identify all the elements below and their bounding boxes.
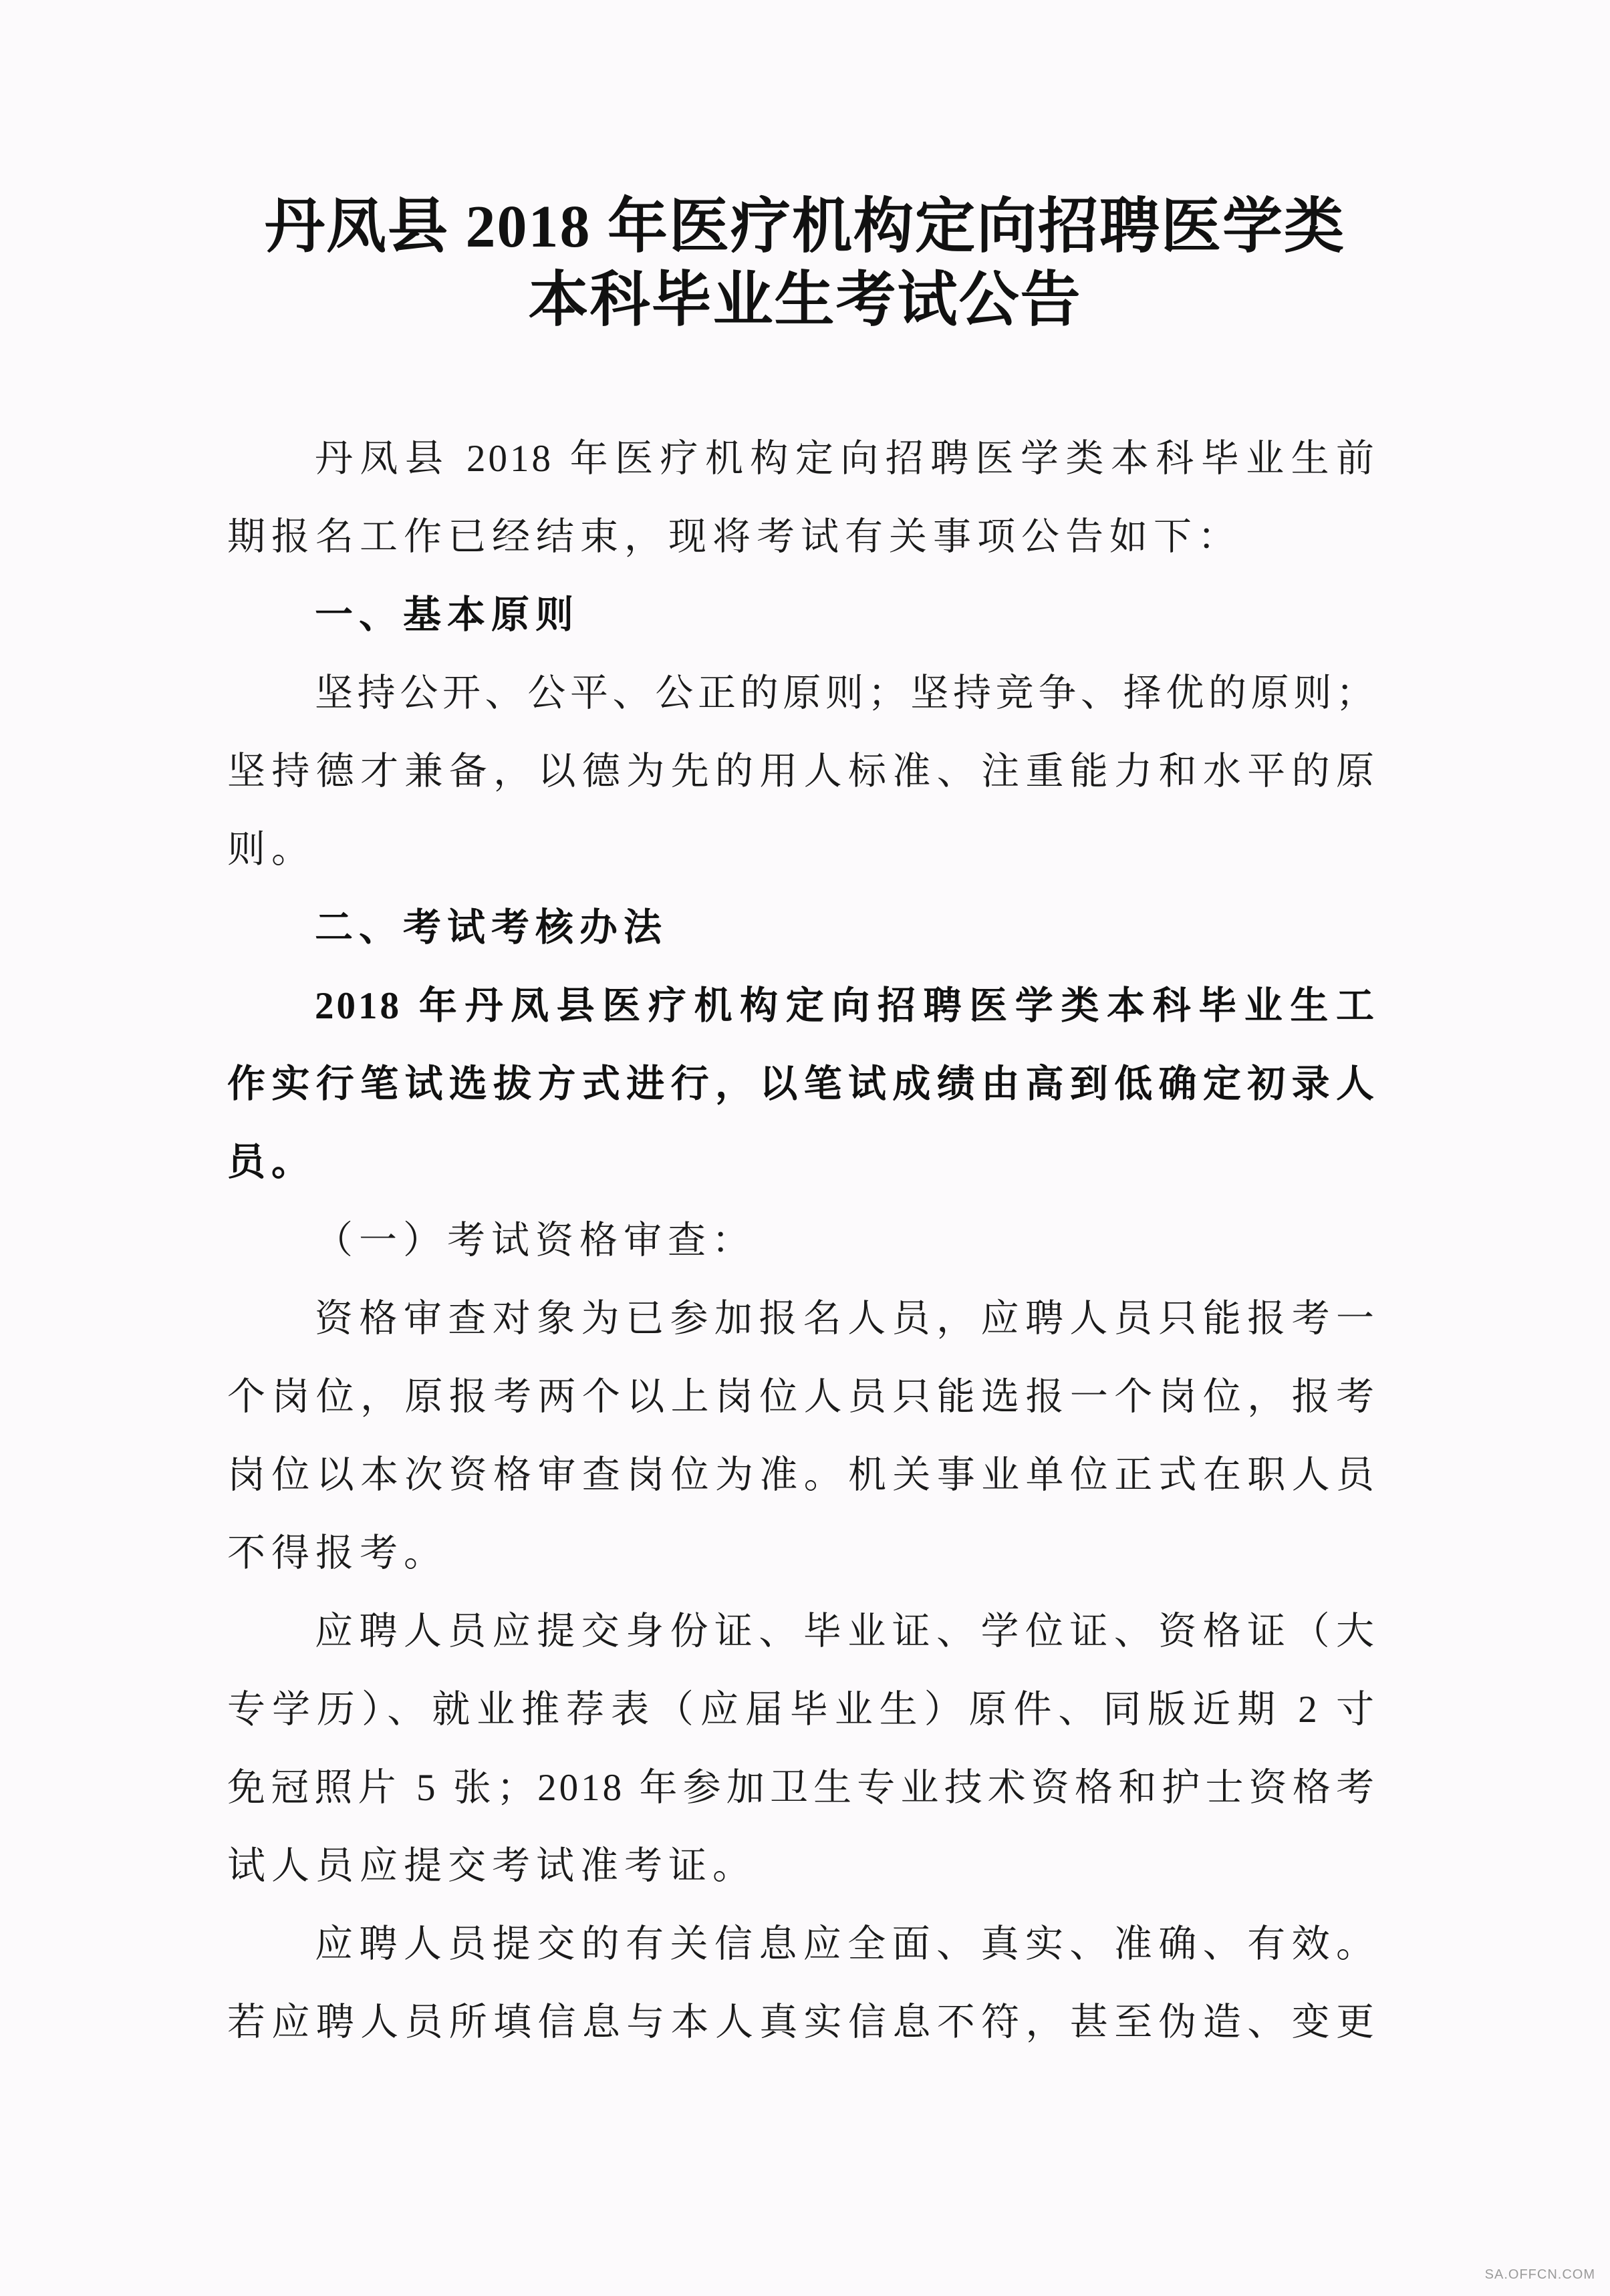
paragraph-line: 资格审查对象为已参加报名人员，应聘人员只能报考一 bbox=[315, 1298, 1377, 1340]
paragraph-line: 不得报考。 bbox=[227, 1532, 448, 1574]
basic-principles-paragraph bbox=[227, 654, 1377, 889]
paragraph-line: 丹凤县 2018 年医疗机构定向招聘医学类本科毕业生前 bbox=[315, 438, 1377, 480]
qualification-paragraph-3 bbox=[227, 1905, 1377, 2061]
section-heading-basic-principles: 一、基本原则 bbox=[315, 594, 579, 636]
exam-methods-paragraph bbox=[227, 967, 1377, 1201]
subsection-heading-qualification-review: （一）考试资格审查： bbox=[315, 1219, 756, 1262]
title-line-1: 丹凤县 2018 年医疗机构定向招聘医学类 bbox=[265, 194, 1345, 260]
paragraph-line: 应聘人员应提交身份证、毕业证、学位证、资格证（大 bbox=[315, 1610, 1377, 1653]
paragraph-line: 坚持德才兼备，以德为先的用人标准、注重能力和水平的原 bbox=[227, 750, 1377, 793]
watermark-text: SA.OFFCN.COM bbox=[1484, 2267, 1595, 2282]
document-title bbox=[0, 190, 1610, 337]
section-heading-exam-methods: 二、考试考核办法 bbox=[315, 907, 668, 949]
paragraph-line: 员。 bbox=[227, 1141, 315, 1183]
paragraph-line: 个岗位，原报考两个以上岗位人员只能选报一个岗位，报考 bbox=[227, 1376, 1377, 1418]
paragraph-line: 免冠照片 5 张；2018 年参加卫生专业技术资格和护士资格考 bbox=[227, 1767, 1377, 1809]
paragraph-line: 坚持公开、公平、公正的原则；坚持竞争、择优的原则； bbox=[315, 672, 1377, 714]
paragraph-line: 专学历）、就业推荐表（应届毕业生）原件、同版近期 2 寸 bbox=[227, 1689, 1377, 1731]
title-line-2: 本科毕业生考试公告 bbox=[528, 267, 1082, 333]
paragraph-line: 则。 bbox=[227, 829, 315, 871]
paragraph-line: 应聘人员提交的有关信息应全面、真实、准确、有效。 bbox=[315, 1923, 1377, 1965]
document-body bbox=[227, 420, 1377, 2061]
paragraph-line: 若应聘人员所填信息与本人真实信息不符，甚至伪造、变更 bbox=[227, 2001, 1377, 2043]
paragraph-line: 作实行笔试选拔方式进行，以笔试成绩由高到低确定初录人 bbox=[227, 1063, 1377, 1105]
intro-paragraph bbox=[227, 420, 1377, 576]
paragraph-line: 2018 年丹凤县医疗机构定向招聘医学类本科毕业生工 bbox=[315, 985, 1377, 1027]
qualification-paragraph-2 bbox=[227, 1592, 1377, 1905]
paragraph-line: 期报名工作已经结束，现将考试有关事项公告如下： bbox=[227, 516, 1242, 558]
paragraph-line: 岗位以本次资格审查岗位为准。机关事业单位正式在职人员 bbox=[227, 1454, 1377, 1496]
qualification-paragraph-1 bbox=[227, 1280, 1377, 1592]
paragraph-line: 试人员应提交考试准考证。 bbox=[227, 1845, 757, 1887]
